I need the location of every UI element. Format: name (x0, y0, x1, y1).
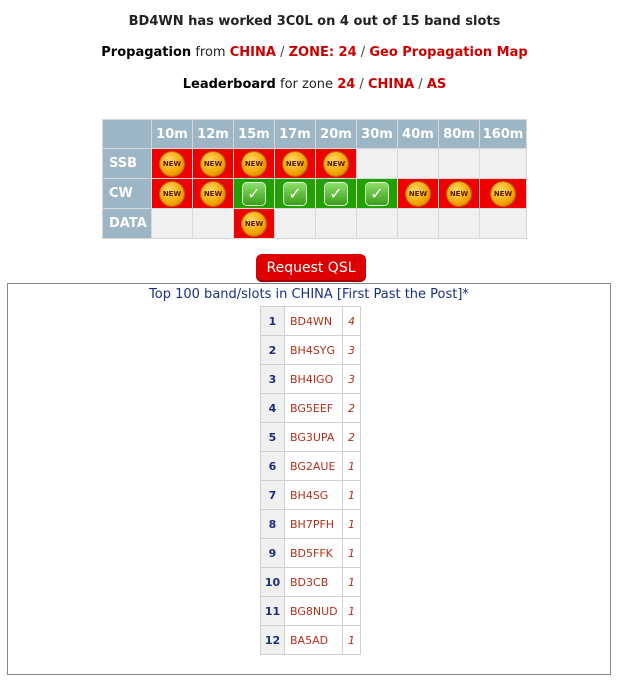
leaderboard-row (261, 481, 361, 510)
leaderboard-continent-link[interactable]: AS (426, 77, 447, 92)
slot-cell-data-17m (275, 209, 316, 239)
propagation-from: from (195, 45, 226, 60)
propagation-zone-link[interactable]: ZONE: 24 (288, 45, 357, 60)
checkmark-icon: ✓ (325, 183, 347, 205)
leaderboard-label: Leaderboard (182, 77, 276, 92)
leaderboard-title: Top 100 band/slots in CHINA [First Past the Post]* (149, 287, 469, 302)
mode-row-cw (103, 179, 527, 209)
leaderboard-rank: 8 (261, 510, 285, 539)
band-header-15m: 15m (234, 120, 275, 149)
leaderboard-rank: 4 (261, 394, 285, 423)
new-badge-icon: NEW (491, 182, 515, 206)
leaderboard-rank: 1 (261, 307, 285, 336)
slot-cell-cw-40m[interactable] (398, 179, 439, 209)
separator: / (359, 77, 364, 92)
band-header-17m: 17m (275, 120, 316, 149)
leaderboard-callsign[interactable]: BD5FFK (285, 539, 343, 568)
leaderboard-row (261, 597, 361, 626)
slot-cell-cw-20m[interactable] (316, 179, 357, 209)
separator: / (418, 77, 423, 92)
slot-cell-ssb-20m[interactable] (316, 149, 357, 179)
leaderboard-count: 1 (343, 452, 361, 481)
leaderboard-row (261, 394, 361, 423)
leaderboard-count: 3 (343, 336, 361, 365)
leaderboard-rank: 7 (261, 481, 285, 510)
new-badge-icon: NEW (406, 182, 430, 206)
new-badge-icon: NEW (201, 182, 225, 206)
new-badge-icon: NEW (447, 182, 471, 206)
leaderboard-callsign[interactable]: BA5AD (285, 626, 343, 655)
summary-line (0, 14, 629, 29)
band-header-10m: 10m (152, 120, 193, 149)
leaderboard-callsign[interactable]: BG8NUD (285, 597, 343, 626)
slot-cell-cw-15m[interactable] (234, 179, 275, 209)
leaderboard-rank: 3 (261, 365, 285, 394)
band-header-12m: 12m (193, 120, 234, 149)
request-qsl-button[interactable]: Request QSL (256, 254, 366, 282)
leaderboard-callsign[interactable]: BH4SYG (285, 336, 343, 365)
slot-cell-data-10m (152, 209, 193, 239)
slot-cell-ssb-12m[interactable] (193, 149, 234, 179)
slot-cell-ssb-30m (357, 149, 398, 179)
leaderboard-row (261, 539, 361, 568)
leaderboard-row (261, 365, 361, 394)
leaderboard-row (261, 568, 361, 597)
separator: / (280, 45, 285, 60)
new-badge-icon: NEW (324, 152, 348, 176)
new-badge-icon: NEW (283, 152, 307, 176)
leaderboard-for-zone: for zone (280, 77, 334, 92)
leaderboard-country-link[interactable]: CHINA (367, 77, 415, 92)
leaderboard-row (261, 626, 361, 655)
new-badge-icon: NEW (242, 152, 266, 176)
slot-cell-data-30m (357, 209, 398, 239)
leaderboard-rank: 10 (261, 568, 285, 597)
slot-cell-cw-17m[interactable] (275, 179, 316, 209)
leaderboard-callsign[interactable]: BD3CB (285, 568, 343, 597)
slot-cell-cw-30m[interactable] (357, 179, 398, 209)
leaderboard-callsign[interactable]: BD4WN (285, 307, 343, 336)
leaderboard-rank: 2 (261, 336, 285, 365)
propagation-line (0, 45, 629, 60)
leaderboard-callsign[interactable]: BH4SG (285, 481, 343, 510)
mode-row-ssb (103, 149, 527, 179)
checkmark-icon: ✓ (243, 183, 265, 205)
geo-propagation-map-link[interactable]: Geo Propagation Map (369, 45, 528, 60)
leaderboard-rank: 12 (261, 626, 285, 655)
mode-row-data (103, 209, 527, 239)
leaderboard-count: 4 (343, 307, 361, 336)
corner-header (103, 120, 152, 149)
band-header-40m: 40m (398, 120, 439, 149)
leaderboard-table (260, 306, 361, 655)
slot-cell-ssb-10m[interactable] (152, 149, 193, 179)
slot-cell-cw-12m[interactable] (193, 179, 234, 209)
slot-cell-cw-160m[interactable] (480, 179, 527, 209)
slot-cell-data-80m (439, 209, 480, 239)
leaderboard-count: 1 (343, 568, 361, 597)
slot-cell-ssb-40m (398, 149, 439, 179)
leaderboard-line (0, 77, 629, 92)
leaderboard-row (261, 510, 361, 539)
leaderboard-count: 2 (343, 423, 361, 452)
leaderboard-callsign[interactable]: BG5EEF (285, 394, 343, 423)
new-badge-icon: NEW (160, 152, 184, 176)
slot-cell-ssb-160m (480, 149, 527, 179)
band-slot-table (102, 119, 527, 239)
leaderboard-count: 1 (343, 597, 361, 626)
band-header-160m: 160m (480, 120, 527, 149)
leaderboard-rank: 5 (261, 423, 285, 452)
slot-cell-ssb-17m[interactable] (275, 149, 316, 179)
leaderboard-count: 1 (343, 510, 361, 539)
slot-cell-cw-10m[interactable] (152, 179, 193, 209)
leaderboard-rank: 11 (261, 597, 285, 626)
slot-cell-ssb-15m[interactable] (234, 149, 275, 179)
leaderboard-row (261, 336, 361, 365)
leaderboard-callsign[interactable]: BG3UPA (285, 423, 343, 452)
leaderboard-rank: 6 (261, 452, 285, 481)
band-header-row (103, 120, 527, 149)
new-badge-icon: NEW (242, 212, 266, 236)
leaderboard-zone-link[interactable]: 24 (337, 77, 356, 92)
separator: / (360, 45, 366, 60)
slot-cell-data-40m (398, 209, 439, 239)
summary-text: BD4WN has worked 3C0L on 4 out of 15 band slots (128, 14, 501, 29)
new-badge-icon: NEW (160, 182, 184, 206)
leaderboard-callsign[interactable]: BH7PFH (285, 510, 343, 539)
checkmark-icon: ✓ (284, 183, 306, 205)
leaderboard-callsign[interactable]: BG2AUE (285, 452, 343, 481)
slot-cell-data-160m (480, 209, 527, 239)
propagation-country-link[interactable]: CHINA (229, 45, 276, 60)
leaderboard-callsign[interactable]: BH4IGO (285, 365, 343, 394)
mode-label: CW (103, 179, 152, 209)
leaderboard-row (261, 423, 361, 452)
leaderboard-count: 1 (343, 626, 361, 655)
checkmark-icon: ✓ (366, 183, 388, 205)
new-badge-icon: NEW (201, 152, 225, 176)
band-header-80m: 80m (439, 120, 480, 149)
mode-label: DATA (103, 209, 152, 239)
leaderboard-count: 1 (343, 539, 361, 568)
leaderboard-count: 2 (343, 394, 361, 423)
propagation-label: Propagation (101, 45, 192, 60)
leaderboard-rank: 9 (261, 539, 285, 568)
slot-cell-cw-80m[interactable] (439, 179, 480, 209)
leaderboard-row (261, 452, 361, 481)
mode-label: SSB (103, 149, 152, 179)
leaderboard-row (261, 307, 361, 336)
leaderboard-count: 3 (343, 365, 361, 394)
slot-cell-data-20m (316, 209, 357, 239)
band-header-20m: 20m (316, 120, 357, 149)
slot-cell-data-12m (193, 209, 234, 239)
band-header-30m: 30m (357, 120, 398, 149)
leaderboard-panel (7, 283, 611, 675)
slot-cell-data-15m[interactable] (234, 209, 275, 239)
slot-cell-ssb-80m (439, 149, 480, 179)
leaderboard-count: 1 (343, 481, 361, 510)
